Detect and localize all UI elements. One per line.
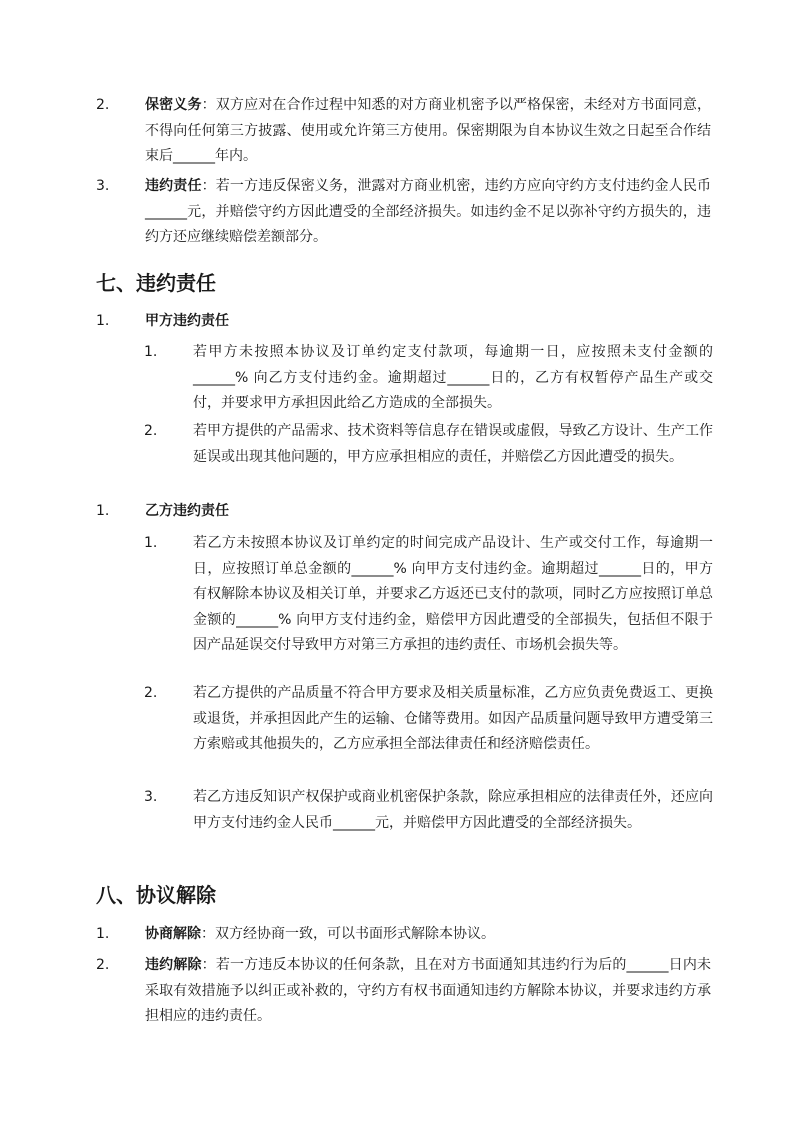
party-b-delay-clause — [96, 531, 716, 659]
party-b-quality-clause — [96, 681, 716, 758]
clause-label: 保密义务 — [145, 97, 202, 113]
clause-label: 乙方违约责任 — [145, 503, 229, 519]
subclause-text: 若乙方未按照本协议及订单约定的时间完成产品设计、生产或交付工作，每逾期一日，应按照订单总金额的______% 向甲方支付违约金。逾期超过______日的，甲方有权解除本协议及相关订单，并要求乙方返还已支付的款项，同时乙方应按照订单总金额的______% 向甲方支付违约金，赔偿甲方因此遭受的全部损失，包括但不限于因产品延误交付导致甲方对第三方承担的违约责任、市场机会损失等。 — [193, 535, 713, 653]
clause-text: ：双方应对在合作过程中知悉的对方商业机密予以严格保密，未经对方书面同意，不得向任何第三方披露、使用或允许第三方使用。保密期限为自本协议生效之日起至合作结束后______年内。 — [145, 97, 712, 164]
subclause-number: 1. — [144, 535, 158, 551]
section-heading-breach: 七、违约责任 — [96, 271, 216, 295]
breach-termination-clause — [96, 953, 716, 1030]
breach-liability-clause — [96, 174, 716, 251]
party-a-info-clause — [96, 419, 716, 470]
subclause-number: 2. — [144, 685, 158, 701]
clause-body — [145, 93, 711, 170]
subclause-text: 若甲方提供的产品需求、技术资料等信息存在错误或虚假，导致乙方设计、生产工作延误或出现其他问题的，甲方应承担相应的责任，并赔偿乙方因此遭受的损失。 — [193, 423, 713, 465]
clause-number: 1. — [96, 313, 110, 329]
subclause-number: 3. — [144, 789, 158, 805]
clause-body — [145, 953, 711, 1030]
clause-label: 甲方违约责任 — [145, 313, 229, 329]
subclause-text: 若甲方未按照本协议及订单约定支付款项，每逾期一日，应按照未支付金额的______% 向乙方支付违约金。逾期超过______日的，乙方有权暂停产品生产或交付，并要求甲方承担因此给乙方造成的全部损失。 — [193, 344, 713, 411]
clause-label: 违约责任 — [145, 178, 202, 194]
clause-body — [145, 922, 711, 948]
clause-number: 1. — [96, 503, 110, 519]
clause-label: 违约解除 — [145, 957, 202, 973]
clause-number: 2. — [96, 97, 110, 113]
subclause-number: 1. — [144, 344, 158, 360]
clause-text: ：若一方违反本协议的任何条款，且在对方书面通知其违约行为后的______日内未采取有效措施予以纠正或补救的，守约方有权书面通知违约方解除本协议，并要求违约方承担相应的违约责任。 — [145, 957, 712, 1024]
clause-body — [145, 174, 711, 251]
clause-number: 2. — [96, 957, 110, 973]
party-b-liability-heading — [96, 499, 229, 525]
clause-text: ：若一方违反保密义务，泄露对方商业机密，违约方应向守约方支付违约金人民币______元，并赔偿守约方因此遭受的全部经济损失。如违约金不足以弥补守约方损失的，违约方还应继续赔偿差额部分。 — [145, 178, 712, 245]
party-a-payment-clause — [96, 340, 716, 417]
clause-number: 3. — [96, 178, 110, 194]
clause-label: 协商解除 — [145, 926, 201, 942]
confidentiality-clause — [96, 93, 716, 170]
mutual-termination-clause — [96, 922, 716, 948]
subclause-text: 若乙方违反知识产权保护或商业机密保护条款，除应承担相应的法律责任外，还应向甲方支付违约金人民币______元，并赔偿甲方因此遭受的全部经济损失。 — [193, 789, 713, 831]
party-a-liability-heading — [96, 309, 229, 335]
subclause-number: 2. — [144, 423, 158, 439]
clause-text: ：双方经协商一致，可以书面形式解除本协议。 — [201, 926, 495, 942]
subclause-text: 若乙方提供的产品质量不符合甲方要求及相关质量标准，乙方应负责免费返工、更换或退货，并承担因此产生的运输、仓储等费用。如因产品质量问题导致甲方遭受第三方索赔或其他损失的，乙方应承担全部法律责任和经济赔偿责任。 — [193, 685, 713, 752]
party-b-ip-clause — [96, 785, 716, 836]
clause-number: 1. — [96, 926, 110, 942]
section-heading-termination: 八、协议解除 — [96, 883, 216, 907]
